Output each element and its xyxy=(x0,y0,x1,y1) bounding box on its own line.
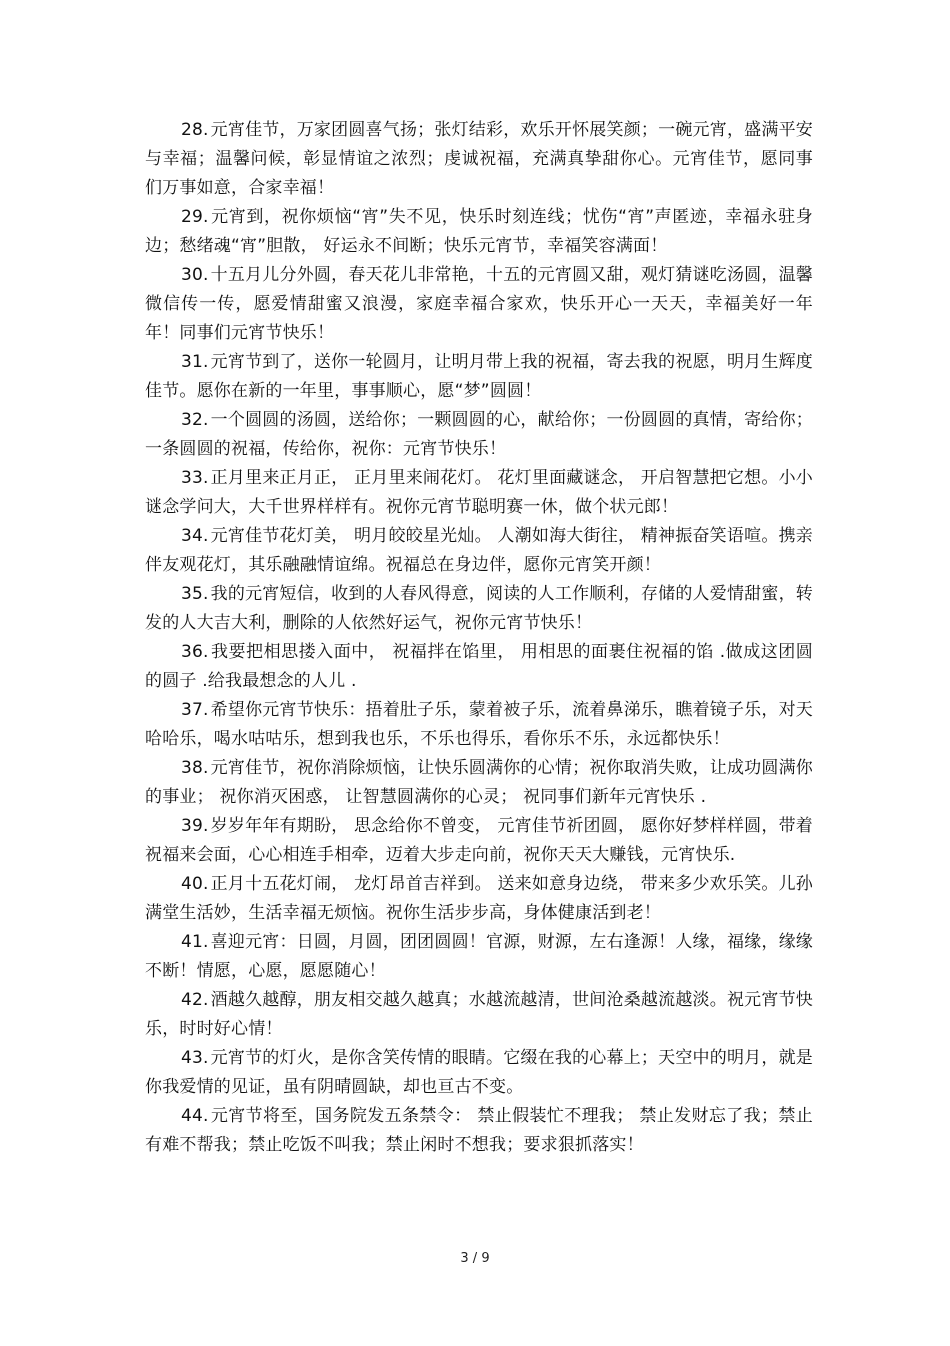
paragraph-number: 32. xyxy=(181,410,209,430)
paragraph-34 xyxy=(145,522,813,580)
paragraph-text: 正月十五花灯闹， 龙灯昂首吉祥到。 送来如意身边绕， 带来多少欢乐笑。儿孙满堂生活妙，生活幸福无烦恼。祝你生活步步高，身体健康活到老！ xyxy=(145,874,813,923)
paragraph-29 xyxy=(145,203,813,261)
paragraph-30 xyxy=(145,261,813,348)
paragraph-number: 33. xyxy=(181,468,209,488)
paragraph-number: 35. xyxy=(181,584,209,604)
paragraph-number: 44. xyxy=(181,1106,209,1126)
paragraph-43 xyxy=(145,1044,813,1102)
paragraph-text: 酒越久越醇，朋友相交越久越真；水越流越清，世间沧桑越流越淡。祝元宵节快乐，时时好心情！ xyxy=(145,990,813,1039)
paragraph-number: 30. xyxy=(181,265,209,285)
paragraph-text: 元宵佳节花灯美， 明月皎皎星光灿。 人潮如海大街往， 精神振奋笑语喧。携亲伴友观花灯，其乐融融情谊绵。祝福总在身边伴，愿你元宵笑开颜！ xyxy=(145,526,813,575)
paragraph-number: 37. xyxy=(181,700,209,720)
paragraph-number: 42. xyxy=(181,990,209,1010)
paragraph-number: 29. xyxy=(181,207,209,227)
paragraph-text: 岁岁年年有期盼， 思念给你不曾变， 元宵佳节祈团圆， 愿你好梦样样圆，带着祝福来会面，心心相连手相牵，迈着大步走向前，祝你天天大赚钱，元宵快乐. xyxy=(145,816,813,865)
paragraph-number: 36. xyxy=(181,642,209,662)
paragraph-number: 40. xyxy=(181,874,209,894)
paragraph-number: 39. xyxy=(181,816,209,836)
paragraph-44 xyxy=(145,1102,813,1160)
paragraph-text: 我的元宵短信，收到的人春风得意，阅读的人工作顺利，存储的人爱情甜蜜，转发的人大吉大利，删除的人依然好运气，祝你元宵节快乐！ xyxy=(145,584,813,633)
paragraph-text: 一个圆圆的汤圆，送给你；一颗圆圆的心，献给你；一份圆圆的真情，寄给你；一条圆圆的祝福，传给你，祝你：元宵节快乐！ xyxy=(145,410,813,459)
paragraph-33 xyxy=(145,464,813,522)
paragraph-32 xyxy=(145,406,813,464)
paragraph-text: 元宵佳节，万家团圆喜气扬；张灯结彩，欢乐开怀展笑颜；一碗元宵，盛满平安与幸福；温馨问候，彰显情谊之浓烈；虔诚祝福，充满真挚甜你心。元宵佳节，愿同事们万事如意，合家幸福！ xyxy=(145,120,813,198)
paragraph-text: 喜迎元宵：日圆，月圆，团团圆圆！官源，财源，左右逢源！人缘，福缘，缘缘不断！情愿，心愿，愿愿随心！ xyxy=(145,932,813,981)
paragraph-text: 十五月儿分外圆，春天花儿非常艳，十五的元宵圆又甜，观灯猜谜吃汤圆，温馨微信传一传，愿爱情甜蜜又浪漫，家庭幸福合家欢，快乐开心一天天，幸福美好一年年！同事们元宵节快乐！ xyxy=(145,265,813,343)
paragraph-text: 正月里来正月正， 正月里来闹花灯。 花灯里面藏谜念， 开启智慧把它想。小小谜念学问大，大千世界样样有。祝你元宵节聪明赛一休，做个状元郎！ xyxy=(145,468,813,517)
paragraph-28 xyxy=(145,116,813,203)
paragraph-number: 31. xyxy=(181,352,209,372)
paragraph-text: 元宵节将至，国务院发五条禁令： 禁止假装忙不理我； 禁止发财忘了我；禁止有难不帮我；禁止吃饭不叫我；禁止闲时不想我；要求狠抓落实！ xyxy=(145,1106,813,1155)
paragraph-31 xyxy=(145,348,813,406)
page-indicator: 3 / 9 xyxy=(460,1251,490,1266)
paragraph-38 xyxy=(145,754,813,812)
paragraph-number: 28. xyxy=(181,120,209,140)
paragraph-number: 41. xyxy=(181,932,209,952)
paragraph-42 xyxy=(145,986,813,1044)
paragraph-number: 43. xyxy=(181,1048,209,1068)
paragraph-39 xyxy=(145,812,813,870)
paragraph-text: 希望你元宵节快乐：捂着肚子乐，蒙着被子乐，流着鼻涕乐，瞧着镜子乐，对天哈哈乐，喝水咕咕乐，想到我也乐，不乐也得乐，看你乐不乐，永远都快乐！ xyxy=(145,700,813,749)
paragraph-text: 元宵节的灯火，是你含笑传情的眼睛。它缀在我的心幕上；天空中的明月，就是你我爱情的见证，虽有阴晴圆缺，却也亘古不变。 xyxy=(145,1048,813,1097)
paragraph-36 xyxy=(145,638,813,696)
document-body xyxy=(145,116,813,1160)
paragraph-40 xyxy=(145,870,813,928)
paragraph-37 xyxy=(145,696,813,754)
paragraph-text: 元宵到，祝你烦恼“宵”失不见，快乐时刻连线；忧伤“宵”声匿迹，幸福永驻身边；愁绪魂“宵”胆散， 好运永不间断；快乐元宵节，幸福笑容满面！ xyxy=(145,207,813,256)
paragraph-number: 34. xyxy=(181,526,209,546)
paragraph-35 xyxy=(145,580,813,638)
paragraph-text: 元宵节到了，送你一轮圆月，让明月带上我的祝福，寄去我的祝愿，明月生辉度佳节。愿你在新的一年里，事事顺心，愿“梦”圆圆！ xyxy=(145,352,813,401)
paragraph-41 xyxy=(145,928,813,986)
paragraph-text: 元宵佳节，祝你消除烦恼，让快乐圆满你的心情；祝你取消失败，让成功圆满你的事业； 祝你消灭困惑， 让智慧圆满你的心灵； 祝同事们新年元宵快乐 . xyxy=(145,758,813,807)
paragraph-number: 38. xyxy=(181,758,209,778)
paragraph-text: 我要把相思搂入面中， 祝福拌在馅里， 用相思的面裹住祝福的馅 .做成这团圆的圆子 .给我最想念的人儿 . xyxy=(145,642,813,691)
